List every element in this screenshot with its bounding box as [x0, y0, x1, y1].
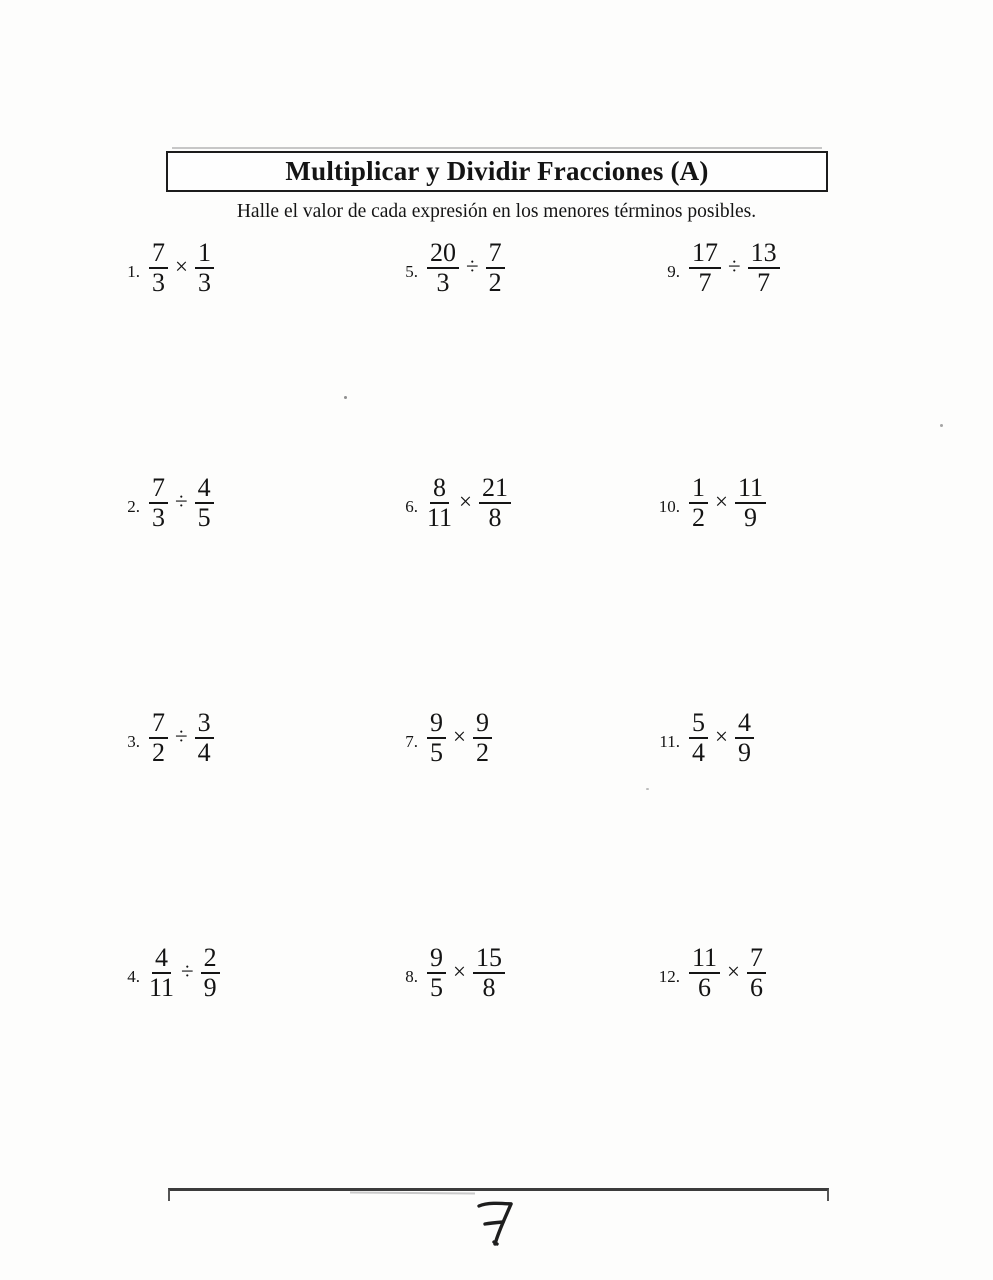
- problem: [388, 943, 650, 1003]
- problem: [650, 708, 910, 768]
- numerator: 11: [735, 476, 766, 504]
- fraction-left: [427, 943, 446, 1002]
- numerator: 1: [689, 476, 708, 504]
- handwritten-page-number: [472, 1196, 520, 1248]
- operator: ÷: [175, 488, 188, 514]
- denominator: 2: [152, 738, 165, 767]
- numerator: 9: [473, 711, 492, 739]
- operator: ×: [727, 958, 741, 984]
- numerator: 4: [735, 711, 754, 739]
- numerator: 3: [195, 711, 214, 739]
- problem-number: 11.: [659, 732, 680, 751]
- problem-number: 2.: [127, 497, 140, 516]
- fraction-left: [689, 473, 708, 532]
- numerator: 11: [689, 946, 720, 974]
- denominator: 9: [737, 738, 751, 767]
- operator: ×: [453, 723, 466, 749]
- denominator: 2: [692, 503, 705, 532]
- fraction-left: [427, 238, 459, 297]
- denominator: 8: [482, 973, 496, 1002]
- numerator: 4: [195, 476, 214, 504]
- denominator: 4: [197, 738, 211, 767]
- fraction-left: [427, 708, 446, 767]
- problem: [650, 943, 910, 1003]
- problem: [388, 238, 650, 298]
- scan-artifact-line: [172, 147, 822, 149]
- numerator: 13: [748, 241, 780, 269]
- problem: [388, 473, 650, 533]
- numerator: 7: [149, 476, 168, 504]
- problem-number: 10.: [658, 497, 680, 516]
- page-title: Multiplicar y Dividir Fracciones (A): [285, 156, 709, 186]
- fraction-right: [748, 238, 780, 297]
- denominator: 5: [430, 973, 443, 1002]
- denominator: 7: [757, 268, 771, 297]
- denominator: 7: [698, 268, 712, 297]
- fraction-right: [486, 238, 505, 297]
- problems-grid: [110, 238, 910, 1178]
- denominator: 3: [152, 503, 165, 532]
- fraction-right: [195, 473, 214, 532]
- problem-number: 7.: [405, 732, 418, 751]
- fraction-right: [201, 943, 220, 1002]
- numerator: 2: [201, 946, 220, 974]
- operator: ×: [715, 488, 728, 514]
- fraction-right: [195, 238, 214, 297]
- problem-number: 12.: [658, 967, 680, 986]
- fraction-left: [689, 708, 708, 767]
- numerator: 8: [430, 476, 449, 504]
- problem-number: 4.: [127, 967, 140, 986]
- numerator: 5: [689, 711, 708, 739]
- denominator: 11: [149, 973, 175, 1002]
- problem: [110, 238, 388, 298]
- denominator: 2: [475, 738, 489, 767]
- denominator: 8: [488, 503, 502, 532]
- denominator: 3: [197, 268, 211, 297]
- page-number-value: [0, 0, 1, 1]
- fraction-right: [473, 943, 505, 1002]
- problem: [388, 708, 650, 768]
- problem: [110, 708, 388, 768]
- denominator: 9: [203, 973, 217, 1002]
- fraction-left: [427, 473, 453, 532]
- title-box: [166, 151, 828, 192]
- problem: [650, 473, 910, 533]
- scan-speck: [344, 396, 347, 399]
- fraction-left: [689, 943, 720, 1002]
- numerator: 15: [473, 946, 505, 974]
- operator: ÷: [466, 253, 479, 279]
- denominator: 11: [427, 503, 453, 532]
- problem: [110, 473, 388, 533]
- numerator: 9: [427, 946, 446, 974]
- fraction-right: [195, 708, 214, 767]
- fraction-left: [689, 238, 721, 297]
- problem-number: 1.: [127, 262, 140, 281]
- denominator: 5: [197, 503, 211, 532]
- denominator: 3: [436, 268, 450, 297]
- operator: ×: [459, 488, 473, 514]
- instruction-text: Halle el valor de cada expresión en los menores términos posibles.: [236, 201, 757, 222]
- operator: ÷: [728, 253, 741, 279]
- fraction-right: [735, 708, 754, 767]
- numerator: 7: [747, 946, 766, 974]
- operator: ÷: [181, 958, 194, 984]
- problem: [650, 238, 910, 298]
- problem-number: 6.: [405, 497, 418, 516]
- numerator: 21: [479, 476, 511, 504]
- denominator: 6: [750, 973, 764, 1002]
- numerator: 7: [486, 241, 505, 269]
- fraction-right: [747, 943, 766, 1002]
- scan-speck: [940, 424, 943, 427]
- numerator: 1: [195, 241, 214, 269]
- denominator: 5: [430, 738, 443, 767]
- operator: ×: [715, 723, 728, 749]
- problem-number: 9.: [667, 262, 680, 281]
- numerator: 7: [149, 711, 168, 739]
- operator: ÷: [175, 723, 188, 749]
- fraction-right: [479, 473, 511, 532]
- problem-number: 5.: [405, 262, 418, 281]
- operator: ×: [175, 253, 188, 279]
- denominator: 9: [744, 503, 757, 532]
- numerator: 7: [149, 241, 168, 269]
- numerator: 9: [427, 711, 446, 739]
- numerator: 17: [689, 241, 721, 269]
- problem-number: 3.: [127, 732, 140, 751]
- denominator: 3: [152, 268, 165, 297]
- denominator: 2: [488, 268, 502, 297]
- numerator: 20: [427, 241, 459, 269]
- problem: [110, 943, 388, 1003]
- fraction-right: [473, 708, 492, 767]
- fraction-left: [149, 473, 168, 532]
- numerator: 4: [152, 946, 171, 974]
- fraction-right: [735, 473, 766, 532]
- fraction-left: [149, 708, 168, 767]
- fraction-left: [149, 943, 175, 1002]
- scan-speck: [646, 788, 649, 790]
- problem-number: 8.: [405, 967, 418, 986]
- denominator: 4: [692, 738, 705, 767]
- operator: ×: [453, 958, 466, 984]
- fraction-left: [149, 238, 168, 297]
- denominator: 6: [698, 973, 712, 1002]
